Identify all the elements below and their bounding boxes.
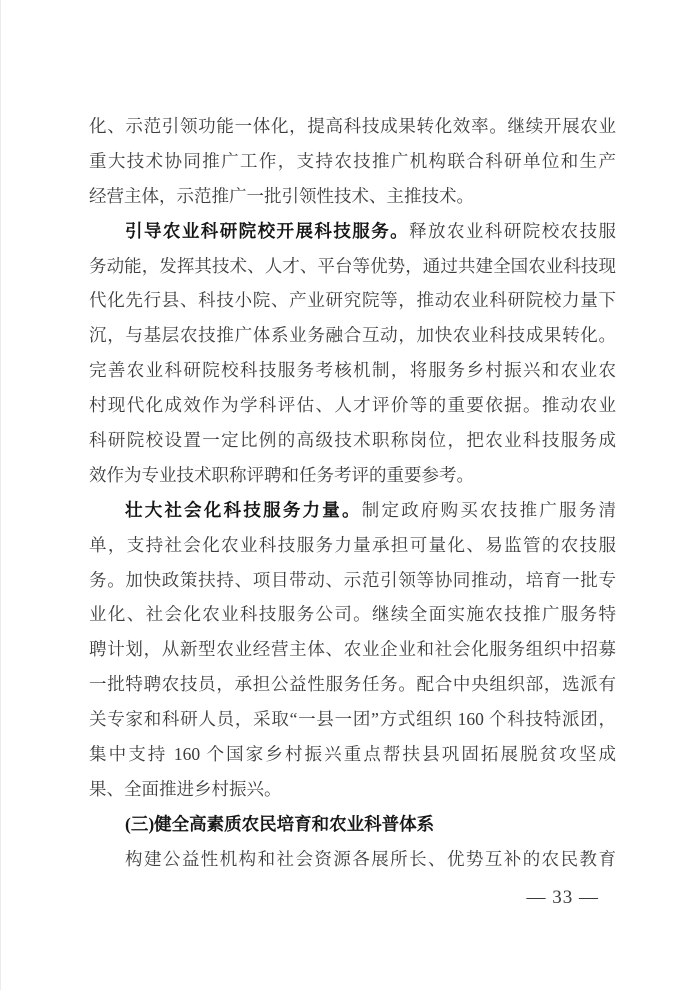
text-segment: 果、全面推进乡村振兴。 xyxy=(89,778,282,799)
text-line xyxy=(89,737,616,772)
text-segment: 关专家和科研人员，采取“一县一团”方式组织 160 个科技特派团， xyxy=(89,709,616,730)
text-segment: 务。加快政策扶持、项目带动、示范引领等协同推动，培育一批专 xyxy=(89,569,616,590)
bold-lead-text: 引导农业科研院校开展科技服务。 xyxy=(125,220,410,241)
text-line xyxy=(89,109,616,144)
text-segment: 化、示范引领功能一体化，提高科技成果转化效率。继续开展农业 xyxy=(89,116,616,136)
text-line xyxy=(89,632,616,667)
text-line xyxy=(89,423,616,458)
text-segment: 重大技术协同推广工作，支持农技推广机构联合科研单位和生产 xyxy=(89,150,616,171)
text-line xyxy=(89,667,616,702)
text-segment: 业化、社会化农业科技服务公司。继续全面实施农技推广服务特 xyxy=(89,604,616,625)
text-segment: 构建公益性机构和社会资源各展所长、优势互补的农民教育 xyxy=(125,848,616,869)
text-line xyxy=(89,842,616,877)
text-segment: 经营主体，示范推广一批引领性技术、主推技术。 xyxy=(89,185,474,206)
text-segment: 完善农业科研院校科技服务考核机制，将服务乡村振兴和农业农 xyxy=(89,360,616,381)
text-segment: 一批特聘农技员，承担公益性服务任务。配合中央组织部，选派有 xyxy=(89,674,616,695)
text-segment: 村现代化成效作为学科评估、人才评价等的重要依据。推动农业 xyxy=(89,395,616,416)
text-line xyxy=(89,388,616,423)
text-segment: 单，支持社会化农业科技服务力量承担可量化、易监管的农技服 xyxy=(89,534,616,555)
text-segment: 科研院校设置一定比例的高级技术职称岗位，把农业科技服务成 xyxy=(89,430,616,451)
text-line xyxy=(89,772,616,807)
text-segment: 集中支持 160 个国家乡村振兴重点帮扶县巩固拓展脱贫攻坚成 xyxy=(89,744,616,765)
text-segment: 效作为专业技术职称评聘和任务考评的重要参考。 xyxy=(89,464,474,485)
text-line xyxy=(89,249,616,284)
text-line xyxy=(89,528,616,563)
text-segment: 务动能，发挥其技术、人才、平台等优势，通过共建全国农业科技现 xyxy=(89,255,616,276)
body-text xyxy=(89,109,616,877)
text-line xyxy=(89,353,616,388)
text-segment: 聘计划，从新型农业经营主体、农业企业和社会化服务组织中招募 xyxy=(89,639,616,660)
text-line xyxy=(89,214,616,249)
text-line xyxy=(89,702,616,737)
text-line xyxy=(89,493,616,528)
text-line xyxy=(89,144,616,179)
text-line xyxy=(89,597,616,632)
text-line xyxy=(89,458,616,493)
text-segment: 代化先行县、科技小院、产业研究院等，推动农业科研院校力量下 xyxy=(89,290,616,311)
text-segment: 沉，与基层农技推广体系业务融合互动，加快农业科技成果转化。 xyxy=(89,325,616,346)
text-line xyxy=(89,807,616,842)
text-line xyxy=(89,179,616,214)
page-number: — 33 — xyxy=(526,887,599,908)
text-line xyxy=(89,318,616,353)
bold-lead-text: (三)健全高素质农民培育和农业科普体系 xyxy=(125,813,435,834)
bold-lead-text: 壮大社会化科技服务力量。 xyxy=(125,499,362,520)
text-segment: 制定政府购买农技推广服务清 xyxy=(361,499,616,520)
text-segment: 释放农业科研院校农技服 xyxy=(409,220,617,241)
text-line xyxy=(89,283,616,318)
text-line xyxy=(89,563,616,598)
